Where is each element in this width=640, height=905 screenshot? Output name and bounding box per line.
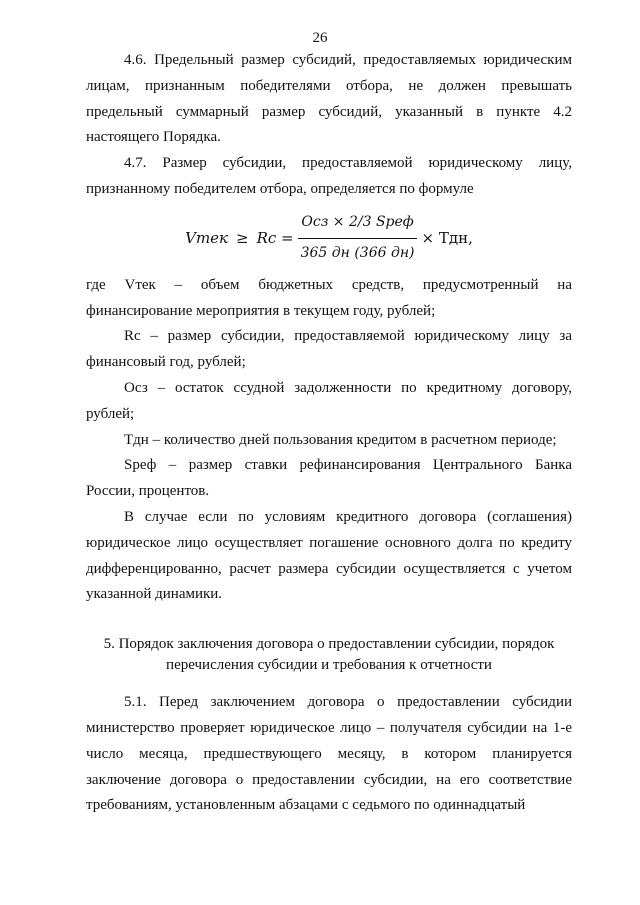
- formula-lhs: Vтек: [185, 228, 228, 247]
- document-body: [86, 48, 572, 819]
- section-5-title-line-1: 5. Порядок заключения договора о предоставлении субсидии, порядок: [103, 636, 555, 653]
- definition-vtek: где Vтек – объем бюджетных средств, предусмотренный на финансирование мероприятия в текущем году, рублей;: [86, 276, 572, 319]
- subsidy-formula: [86, 207, 572, 271]
- paragraph-4-6: 4.6. Предельный размер субсидий, предоставляемых юридическим лицам, признанным победителями отбора, не должен превышать предельный суммарный размер субсидий, указанный в пункте 4.2 настоящего Порядка.: [86, 52, 572, 146]
- definition-sref: Sреф – размер ставки рефинансирования Центрального Банка России, процентов.: [86, 457, 572, 500]
- paragraph-differentiated-case: В случае если по условиям кредитного договора (соглашения) юридическое лицо осуществляет погашение основного долга по кредиту дифференцированно, расчет размера субсидии осуществляется с учетом указанной динамики.: [86, 508, 572, 603]
- formula-rc: Rc =: [256, 228, 294, 247]
- formula-numerator: Осз × 2/3 Sреф: [298, 210, 416, 239]
- paragraph-4-7: 4.7. Размер субсидии, предоставляемой юридическому лицу, признанному победителем отбора, определяется по формуле: [86, 155, 572, 197]
- section-5-title-line-2: перечисления субсидии и требования к отчетности: [166, 657, 492, 674]
- section-5-title: [86, 634, 572, 676]
- paragraph-5-1: 5.1. Перед заключением договора о предоставлении субсидии министерство проверяет юридическое лицо – получателя субсидии на 1-е число месяца, предшествующего месяцу, в котором планируется заключение договора о предоставлении субсидии, на его соответствие требованиям, установленным абзацами с седьмого по одиннадцатый: [86, 694, 572, 814]
- definition-rc: Rc – размер субсидии, предоставляемой юридическому лицу за финансовый год, рублей;: [86, 328, 572, 371]
- formula-fraction: [298, 210, 418, 267]
- formula-multiplier: × Tдн,: [421, 228, 473, 247]
- page-number: 26: [312, 30, 328, 46]
- formula-denominator: 365 дн (366 дн): [300, 245, 415, 262]
- definition-osz: Осз – остаток ссудной задолженности по кредитному договору, рублей;: [86, 379, 572, 422]
- definition-tdn: Тдн – количество дней пользования кредитом в расчетном периоде;: [124, 431, 557, 448]
- formula-relation: ≥: [236, 228, 249, 247]
